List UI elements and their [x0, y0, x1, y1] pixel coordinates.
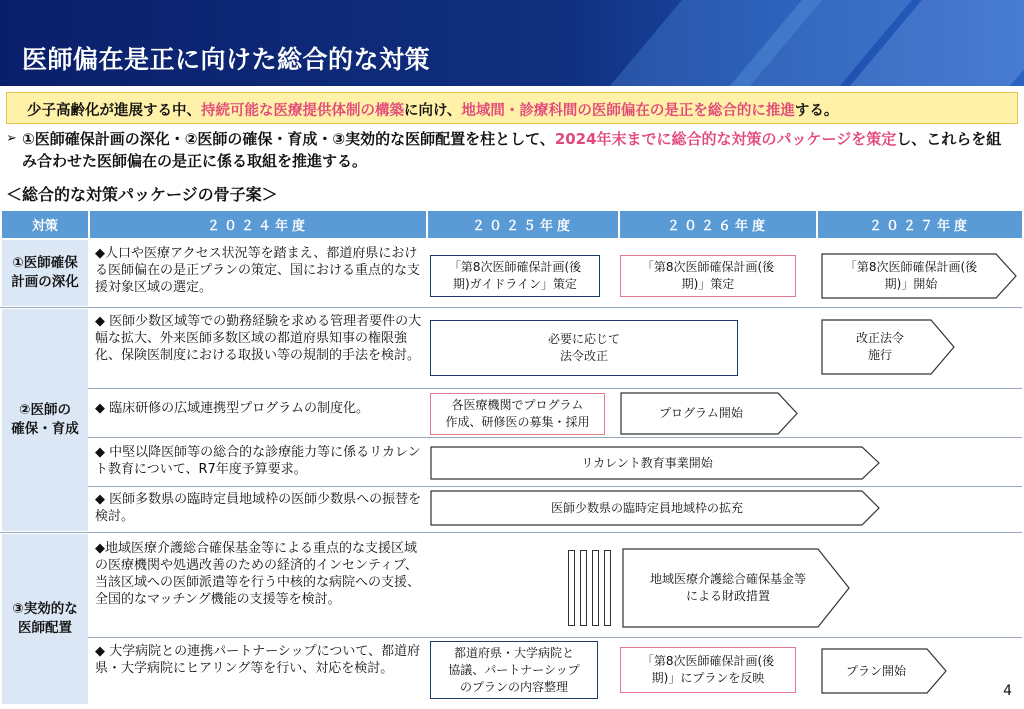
table-header-2027: ２０２７年度 — [818, 211, 1022, 238]
category-line: 計画の深化 — [11, 274, 79, 290]
banner-text: に向け、 — [404, 103, 462, 119]
section-subheading: ＜総合的な対策パッケージの骨子案＞ — [6, 185, 278, 204]
measure-description: ◆人口や医療アクセス状況等を踏まえ、都道府県における医師偏在の是正プランの策定、国における重点的な支援対象区域の選定。 — [95, 246, 421, 295]
box-line: 地域医療介護総合確保基金等 — [649, 572, 806, 586]
table-header-2024: ２０２４年度 — [90, 211, 426, 238]
lead-text-part: し、これらを組み合わせた医師偏在の是正に係る取組を推進する。 — [22, 130, 1002, 170]
timeline-box-plan — [620, 255, 796, 297]
box-line: 「第8次医師確保計画(後 — [844, 260, 978, 274]
lead-text-part: ①医師確保計画の深化・②医師の確保・育成・③実効的な医師配置を柱として、 — [22, 130, 555, 148]
box-line: 「第8次医師確保計画(後 — [448, 260, 582, 274]
timeline-box-program-creation — [430, 393, 605, 435]
row-divider — [88, 437, 1022, 438]
category-line: ③実効的な — [12, 601, 78, 617]
box-line: 「第8次医師確保計画(後 — [641, 654, 775, 668]
timeline-box-law-revision — [430, 320, 738, 376]
arrow-label: 医師少数県の臨時定員地域枠の拡充 — [550, 500, 743, 515]
measure-description: ◆ 医師少数区域等での勤務経験を求める管理者要件の大幅な拡大、外来医師多数区域の都道府県知事の権限強化、保険医制度における取扱い等の規制的手法を検討。 — [95, 314, 422, 363]
row-divider — [88, 388, 1022, 389]
timeline-arrow-plan-start — [821, 253, 1017, 299]
box-line: 期)」策定 — [681, 277, 735, 291]
box-line: 期)」にプランを反映 — [651, 671, 765, 685]
row-divider — [88, 486, 1022, 487]
category-line: 確保・育成 — [11, 421, 79, 437]
box-line: 改正法令 — [855, 331, 904, 345]
measure-description: ◆ 大学病院との連携パートナーシップについて、都道府県・大学病院にヒアリング等を行い、対応を検討。 — [95, 644, 421, 676]
lead-bullet — [6, 128, 1016, 172]
lead-text — [6, 128, 1016, 172]
title-header — [0, 0, 1024, 86]
timeline-arrow-plan-launch — [821, 648, 947, 694]
row-divider — [0, 532, 1022, 533]
timeline-vertical-bars — [566, 550, 616, 626]
category-line: ②医師の — [19, 402, 71, 418]
arrow-label: プラン開始 — [845, 663, 906, 678]
category-line: 医師配置 — [18, 620, 72, 636]
arrow-bullet-icon: ➢ — [6, 131, 17, 146]
category-line: ①医師確保 — [12, 255, 78, 271]
measure-description: ◆ 臨床研修の広域連携型プログラムの制度化。 — [95, 401, 370, 416]
category-cell — [2, 309, 88, 531]
timeline-arrow-law-enforce — [821, 319, 955, 375]
page-number: 4 — [1003, 683, 1012, 699]
box-line: 各医療機関でプログラム — [451, 398, 584, 412]
timeline-box-guideline — [430, 255, 600, 297]
box-line: 法令改正 — [559, 349, 608, 363]
timeline-arrow-fund — [622, 548, 850, 628]
box-line: 「第8次医師確保計画(後 — [641, 260, 775, 274]
banner-highlight: 持続可能な医療提供体制の構築 — [201, 103, 404, 119]
row-divider — [88, 637, 1022, 638]
banner-text: 少子高齢化が進展する中、 — [27, 103, 201, 119]
arrow-label: リカレント教育事業開始 — [581, 455, 713, 470]
timeline-box-partnership — [430, 641, 598, 699]
box-line: のプランの内容整理 — [459, 679, 568, 694]
summary-banner — [6, 92, 1018, 124]
box-line: 必要に応じて — [547, 332, 620, 346]
table-header-2026: ２０２６年度 — [620, 211, 816, 238]
box-line: 期)」開始 — [884, 277, 938, 291]
table-header-measures: 対策 — [2, 211, 88, 238]
bar-mark — [604, 550, 611, 626]
row-divider — [0, 307, 1022, 308]
bar-mark — [580, 550, 587, 626]
timeline-arrow-quota-expansion — [430, 490, 880, 526]
box-line: 協議、パートナーシップ — [448, 662, 580, 677]
page-title: 医師偏在是正に向けた総合的な対策 — [22, 45, 431, 74]
box-line: による財政措置 — [685, 589, 770, 603]
category-cell — [2, 240, 88, 306]
banner-highlight: 地域間・診療科間の医師偏在の是正を総合的に推進 — [461, 103, 795, 119]
timeline-box-plan-reflect — [620, 647, 796, 693]
box-line: 期)ガイドライン」策定 — [453, 277, 577, 291]
box-line: 都道府県・大学病院と — [453, 645, 574, 660]
box-line: 施行 — [867, 348, 892, 362]
lead-highlight: 2024年末までに総合的な対策のパッケージを策定 — [554, 130, 897, 148]
bar-mark — [568, 550, 575, 626]
arrow-label: プログラム開始 — [659, 406, 743, 420]
category-cell — [2, 534, 88, 704]
table-header-2025: ２０２５年度 — [428, 211, 618, 238]
timeline-arrow-recurrent — [430, 446, 880, 480]
bar-mark — [592, 550, 599, 626]
banner-text: する。 — [794, 103, 839, 119]
measure-description: ◆地域医療介護総合確保基金等による重点的な支援区域の医療機関や処遇改善のための経済的インセンティブ、当該区域への医師派遣等を行う中核的な病院への支援、全国的なマッチング機能の支援等を検討。 — [95, 541, 421, 607]
measure-description: ◆ 医師多数県の臨時定員地域枠の医師少数県への振替を検討。 — [95, 492, 422, 524]
box-line: 作成、研修医の募集・採用 — [445, 415, 590, 429]
measure-description: ◆ 中堅以降医師等の総合的な診療能力等に係るリカレント教育について、R7年度予算要求。 — [95, 445, 421, 477]
timeline-arrow-program-start — [620, 392, 798, 435]
